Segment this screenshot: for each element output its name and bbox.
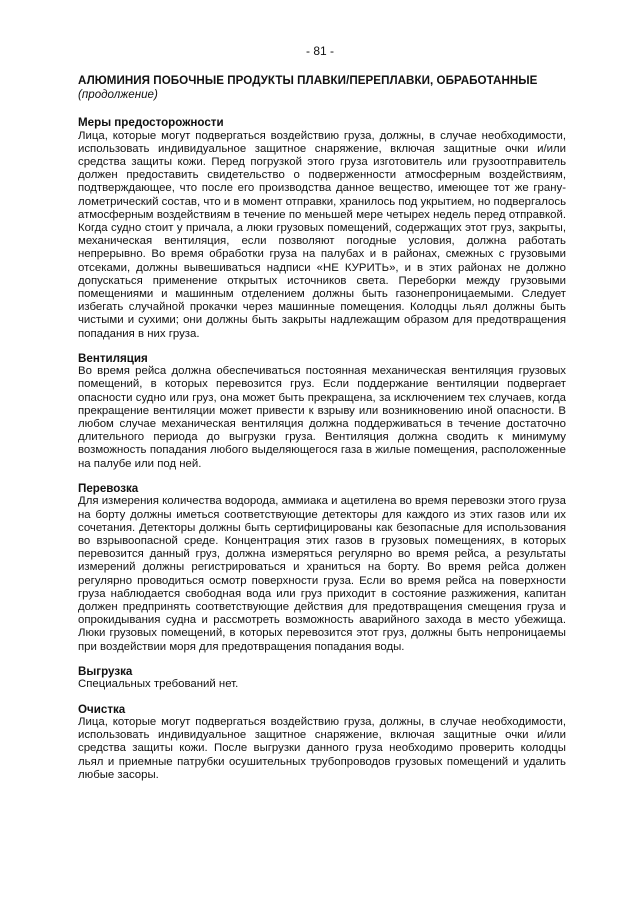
section-body: Лица, которые могут подвергаться воздействию груза, должны, в случае необходимости, использовать индивидуальное защитное снаряжение, включая защитные очки и/или средства защиты кожи. После выгрузки данного груза необходимо проверить колодцы льял и приемные патрубки осушительных трубопроводов грузовых помещений и удалить любые засоры. [78, 716, 566, 781]
section-heading: Очистка [78, 702, 126, 716]
page-number: - 81 - [305, 44, 334, 58]
document-subtitle: (продолжение) [78, 87, 158, 101]
section-clean-up [78, 703, 566, 783]
section-heading: Вентиляция [78, 351, 148, 365]
section-heading: Перевозка [78, 481, 139, 495]
section-body: Лица, которые могут подвергаться воздействию груза, должны, в случае необходимости, использовать индивидуальное защитное снаряжение, включая защитные очки и/или средства защиты кожи. Перед погрузкой этого груза изготовитель или грузоотправитель должен предоставить свидетельство о подверженности атмосферным воздействиям, подтверждающее, что после его производства данное вещество, имеющее тот же гранулометрический состав, что и в момент отправки, хранилось под укрытием, но подвергалось атмосферным воздействиям в течение по меньшей мере четырех недель перед отправкой. Когда судно стоит у причала, а люки грузовых помещений, содержащих этот груз, закрыты, механическая вентиляция, если позволяют погодные условия, должна работать непрерывно. Во время обработки груза на палубах и в районах, смежных с грузовыми отсеками, должны вывешиваться надписи «НЕ КУРИТЬ», и в этих районах не должно допускаться применение открытых источников света. Переборки между грузовыми помещениями и машинным отделением должны быть газонепроницаемыми. Следует избегать случайной прокачки через машинные помещения. Колодцы льял должны быть чистыми и сухими; они должны быть закрыты надлежащим образом для предотвращения попадания в них груза. [78, 129, 566, 340]
document-title: АЛЮМИНИЯ ПОБОЧНЫЕ ПРОДУКТЫ ПЛАВКИ/ПЕРЕПЛАВКИ, ОБРАБОТАННЫЕ [78, 74, 538, 87]
section-body: Специальных требований нет. [78, 678, 239, 691]
section-heading: Выгрузка [78, 664, 133, 678]
section-heading: Меры предосторожности [78, 116, 224, 129]
document-content [78, 74, 566, 793]
section-ventilation [78, 352, 566, 471]
section-precautions [78, 116, 566, 341]
section-discharge [78, 665, 566, 692]
section-body: Во время рейса должна обеспечиваться постоянная механическая вентиляция грузовых помещений, в которых перевозится груз. Если поддержание вентиляции подвергает опасности судно или груз, она может быть прекращена, за исключением тех случаев, когда прекращение вентиляции может привести к взрыву или возникновению иной опасности. В любом случае механическая вентиляция должна поддерживаться в течение достаточно длительного периода до выгрузки груза. Вентиляция должна сводить к минимуму возможность попадания любого выделяющегося газа в жилые помещения, расположенные на палубе или под ней. [78, 365, 566, 470]
section-carriage [78, 482, 566, 654]
section-body: Для измерения количества водорода, аммиака и ацетилена во время перевозки этого груза на борту должны иметься соответствующие детекторы для каждого из этих газов или их сочетания. Детекторы должны быть сертифицированы как безопасные для использования во взрывоопасной среде. Концентрация этих газов в грузовых помещениях, в которых перевозится данный груз, должна измеряться регулярно во время рейса, а результаты измерений должны регистрироваться и храниться на борту. Во время рейса должен регулярно проводиться осмотр поверхности груза. Если во время рейса на поверхности груза наблюдается свободная вода или груз приходит в состояние разжижения, капитан должен предпринять соответствующие действия для предотвращения смещения груза и опрокидывания судна и рассмотреть возможность аварийного захода в место убежища. Люки грузовых помещений, в которых перевозится этот груз, должны быть непроницаемы при воздействии моря для предотвращения попадания воды. [78, 495, 566, 653]
